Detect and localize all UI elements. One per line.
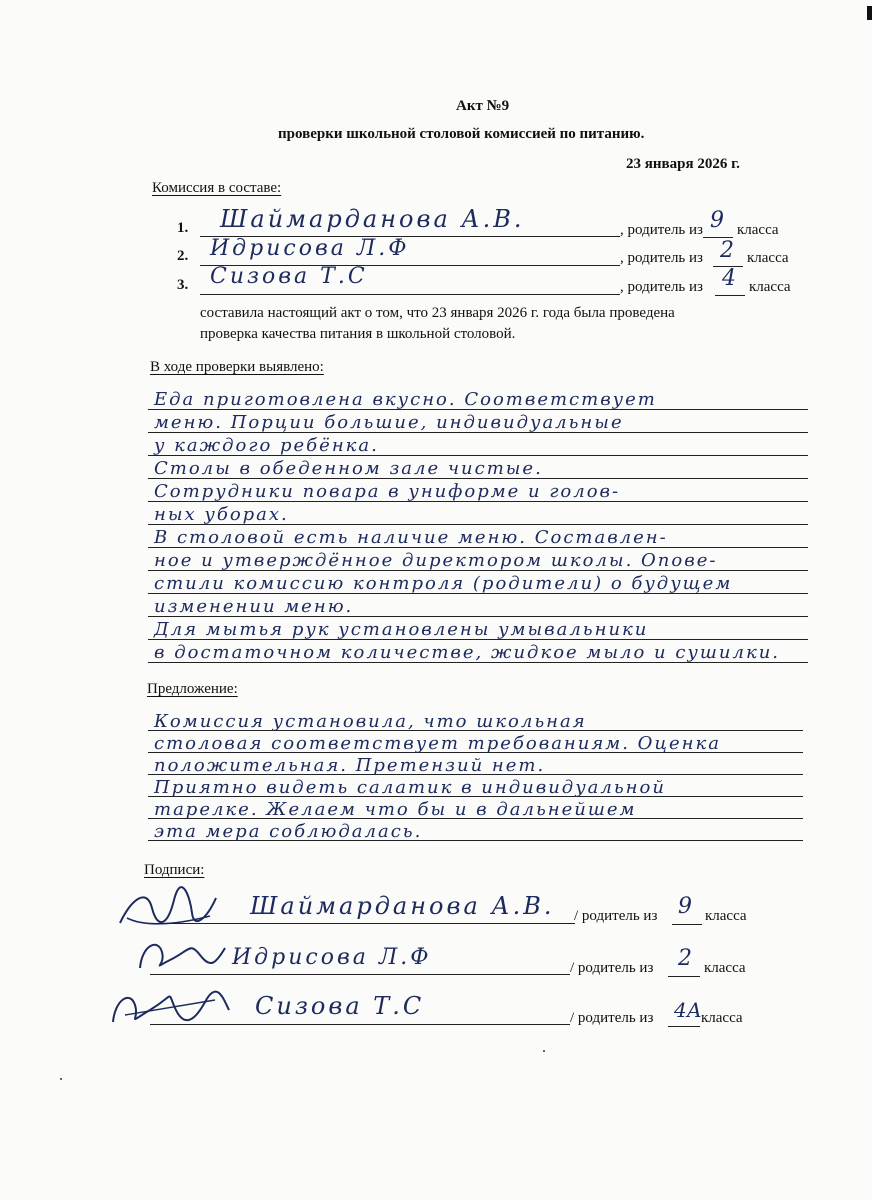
- fill-line: [200, 294, 620, 295]
- parent-label: , родитель из: [620, 250, 703, 266]
- handwritten-line: В столовой есть наличие меню. Составлен-: [154, 527, 668, 548]
- handwritten-line: в достаточном количестве, жидкое мыло и сушилки.: [154, 642, 781, 663]
- handwritten-line: положительная. Претензий нет.: [154, 755, 546, 776]
- signature-line: [150, 923, 575, 924]
- findings-heading: В ходе проверки выявлено:: [150, 359, 324, 375]
- proposal-heading: Предложение:: [147, 681, 238, 697]
- act-title: Акт №9: [456, 98, 510, 114]
- handwritten-line: тарелке. Желаем что бы и в дальнейшем: [154, 799, 637, 820]
- signatures-heading: Подписи:: [144, 862, 205, 878]
- parent-label: / родитель из: [570, 960, 654, 976]
- handwritten-line: Столы в обеденном зале чистые.: [154, 458, 543, 479]
- scan-speck: [60, 1078, 62, 1080]
- handwritten-line: Приятно видеть салатик в индивидуальной: [154, 777, 666, 798]
- signature-scribble: [112, 878, 222, 938]
- commission-heading: Комиссия в составе:: [152, 180, 282, 196]
- member-name: Сизова Т.С: [210, 264, 368, 289]
- signature-name: Шаймарданова А.В.: [250, 892, 555, 920]
- parent-label: / родитель из: [570, 1010, 654, 1026]
- handwritten-line: эта мера соблюдалась.: [154, 821, 423, 842]
- signature-scribble: [105, 980, 235, 1035]
- member-grade: 2: [720, 238, 734, 263]
- signature-name: Идрисова Л.Ф: [232, 945, 432, 970]
- handwritten-line: Для мытья рук установлены умывальники: [154, 619, 649, 640]
- member-number: 2.: [177, 248, 189, 264]
- class-label: класса: [704, 960, 746, 976]
- handwritten-line: ных уборах.: [154, 504, 289, 525]
- fill-line: [668, 976, 700, 977]
- signature-line: [150, 974, 570, 975]
- class-label: класса: [705, 908, 747, 924]
- signature-grade: 4А: [674, 998, 702, 1022]
- parent-label: , родитель из: [620, 222, 703, 238]
- member-grade: 4: [722, 266, 736, 291]
- member-name: Идрисова Л.Ф: [210, 236, 410, 261]
- handwritten-line: меню. Порции большие, индивидуальные: [154, 412, 624, 433]
- handwritten-line: Еда приготовлена вкусно. Соответствует: [154, 389, 657, 410]
- scan-mark: [867, 6, 872, 20]
- signature-grade: 9: [678, 894, 692, 919]
- member-grade: 9: [710, 208, 724, 233]
- handwritten-line: Комиссия установила, что школьная: [154, 711, 587, 732]
- class-label: класса: [737, 222, 779, 238]
- handwritten-line: у каждого ребёнка.: [154, 435, 379, 456]
- member-number: 1.: [177, 220, 189, 236]
- fill-line: [715, 295, 745, 296]
- member-name: Шаймарданова А.В.: [220, 205, 525, 233]
- handwritten-line: столовая соответствует требованиям. Оценка: [154, 733, 721, 754]
- class-label: класса: [747, 250, 789, 266]
- statement-line: составила настоящий акт о том, что 23 января 2026 г. года была проведена: [200, 305, 675, 321]
- handwritten-line: Сотрудники повара в униформе и голов-: [154, 481, 621, 502]
- act-date: 23 января 2026 г.: [626, 156, 740, 172]
- scan-speck: [543, 1050, 545, 1052]
- parent-label: , родитель из: [620, 279, 703, 295]
- signature-grade: 2: [678, 946, 692, 971]
- signature-scribble: [130, 930, 230, 980]
- parent-label: / родитель из: [574, 908, 658, 924]
- fill-line: [668, 1026, 700, 1027]
- handwritten-line: изменении меню.: [154, 596, 354, 617]
- class-label: класса: [749, 279, 791, 295]
- handwritten-line: ное и утверждённое директором школы. Опове-: [154, 550, 718, 571]
- member-number: 3.: [177, 277, 189, 293]
- fill-line: [672, 924, 702, 925]
- handwritten-line: стили комиссию контроля (родители) о будущем: [154, 573, 733, 594]
- class-label: класса: [701, 1010, 743, 1026]
- signature-name: Сизова Т.С: [255, 992, 425, 1020]
- statement-line: проверка качества питания в школьной столовой.: [200, 326, 516, 342]
- act-subtitle: проверки школьной столовой комиссией по питанию.: [278, 126, 645, 142]
- signature-line: [150, 1024, 570, 1025]
